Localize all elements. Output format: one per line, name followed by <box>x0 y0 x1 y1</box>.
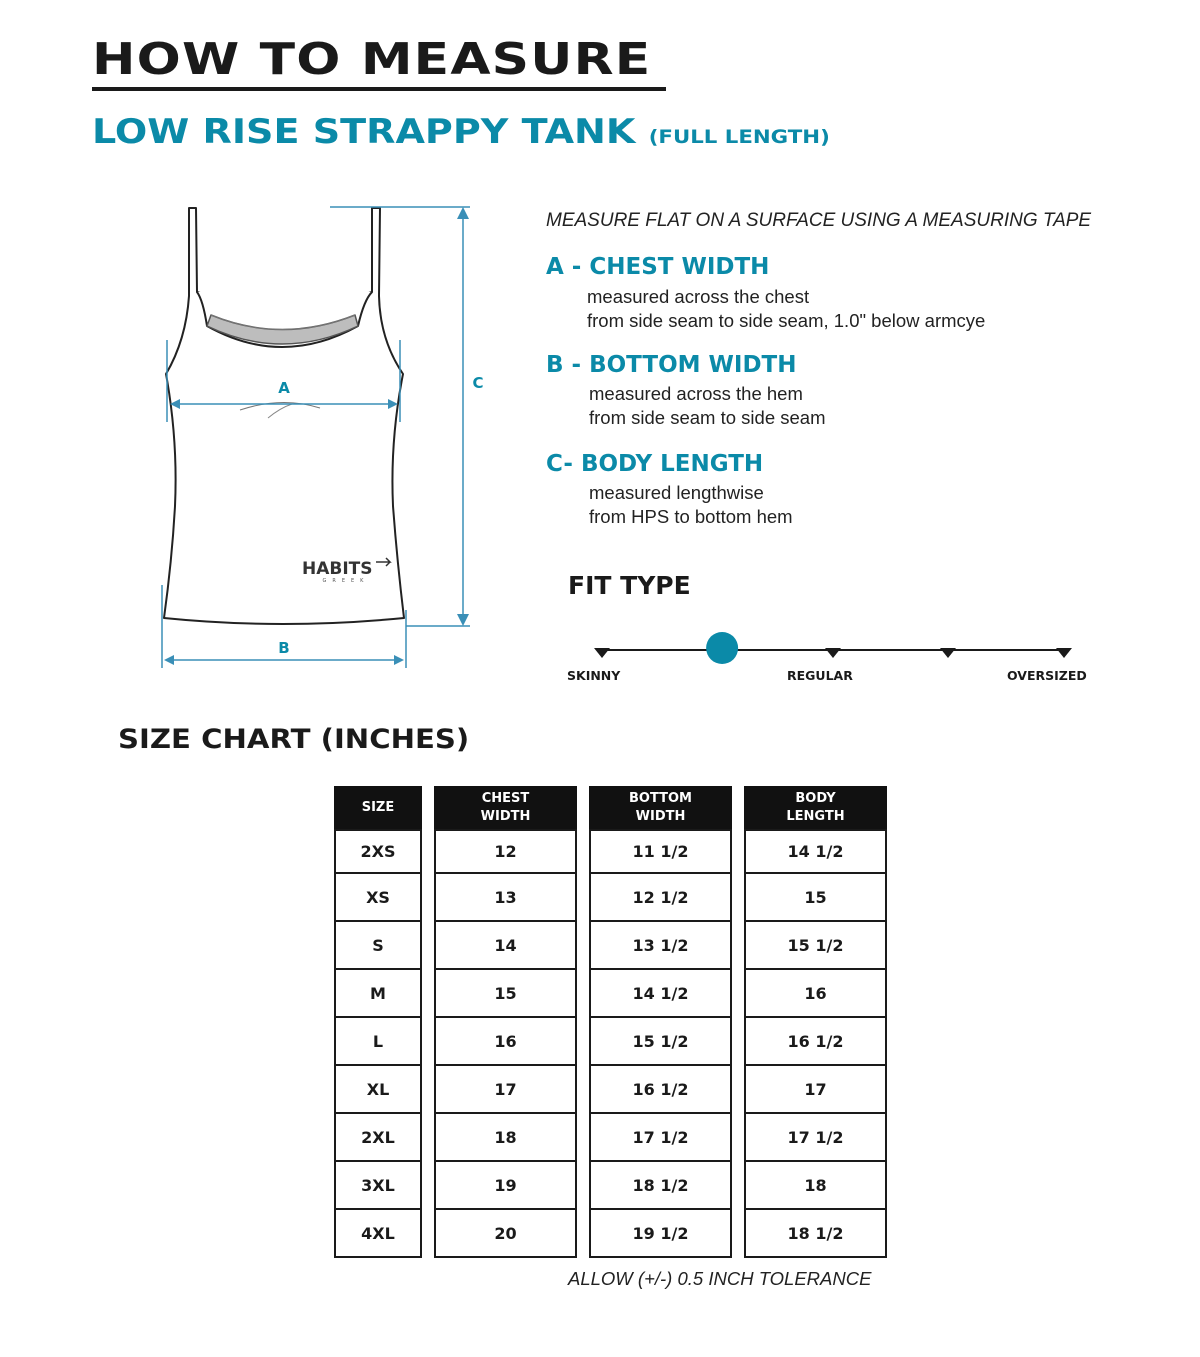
fit-label-regular: REGULAR <box>787 668 853 683</box>
label-b: B <box>278 639 290 657</box>
heading-chest-width: A - CHEST WIDTH <box>546 254 770 280</box>
label-a: A <box>278 379 290 397</box>
cell-size: 3XL <box>334 1162 422 1210</box>
page-title: HOW TO MEASURE <box>92 34 652 85</box>
table-row <box>334 1066 887 1114</box>
fit-type-scale <box>590 628 1080 668</box>
table-row <box>334 922 887 970</box>
table-row <box>334 829 887 874</box>
cell-chest: 12 <box>434 829 577 874</box>
tank-diagram <box>150 195 490 675</box>
brand-sub: GREEK <box>322 578 370 584</box>
cell-bottom: 19 1/2 <box>589 1210 732 1258</box>
fit-tick-icon <box>940 648 956 658</box>
heading-bottom-width: B - BOTTOM WIDTH <box>546 352 797 378</box>
table-row <box>334 1018 887 1066</box>
cell-bottom: 11 1/2 <box>589 829 732 874</box>
cell-size: 4XL <box>334 1210 422 1258</box>
fit-label-skinny: SKINNY <box>567 668 621 683</box>
product-name: LOW RISE STRAPPY TANK <box>92 112 636 152</box>
cell-size: M <box>334 970 422 1018</box>
cell-length: 16 1/2 <box>744 1018 887 1066</box>
size-chart-title: SIZE CHART (INCHES) <box>118 724 470 755</box>
cell-length: 18 1/2 <box>744 1210 887 1258</box>
cell-chest: 16 <box>434 1018 577 1066</box>
cell-bottom: 14 1/2 <box>589 970 732 1018</box>
heading-body-length: C- BODY LENGTH <box>546 451 764 477</box>
label-c: C <box>472 374 484 392</box>
cell-size: XS <box>334 874 422 922</box>
cell-chest: 15 <box>434 970 577 1018</box>
table-header-row <box>334 786 887 829</box>
brand-logo: HABITS <box>302 559 373 579</box>
fit-label-oversized: OVERSIZED <box>1007 668 1087 683</box>
cell-bottom: 18 1/2 <box>589 1162 732 1210</box>
body-length-desc <box>589 481 793 529</box>
product-variant: (FULL LENGTH) <box>648 126 830 148</box>
fit-tick-icon <box>594 648 610 658</box>
fit-type-title: FIT TYPE <box>568 571 691 600</box>
cell-size: XL <box>334 1066 422 1114</box>
chest-width-desc <box>587 285 985 333</box>
cell-bottom: 16 1/2 <box>589 1066 732 1114</box>
desc-line: measured across the chest <box>587 286 810 307</box>
desc-line: from HPS to bottom hem <box>589 506 793 527</box>
table-row <box>334 1114 887 1162</box>
cell-bottom: 15 1/2 <box>589 1018 732 1066</box>
cell-bottom: 17 1/2 <box>589 1114 732 1162</box>
cell-chest: 18 <box>434 1114 577 1162</box>
cell-bottom: 12 1/2 <box>589 874 732 922</box>
desc-line: measured across the hem <box>589 383 803 404</box>
cell-chest: 20 <box>434 1210 577 1258</box>
cell-bottom: 13 1/2 <box>589 922 732 970</box>
desc-line: from side seam to side seam <box>589 407 826 428</box>
bottom-width-desc <box>589 382 825 430</box>
product-title <box>92 112 830 152</box>
table-row <box>334 1210 887 1258</box>
cell-size: 2XS <box>334 829 422 874</box>
cell-size: 2XL <box>334 1114 422 1162</box>
desc-line: measured lengthwise <box>589 482 764 503</box>
fit-selected-marker <box>706 632 738 664</box>
measure-instruction: MEASURE FLAT ON A SURFACE USING A MEASURING TAPE <box>546 210 1092 231</box>
title-underline <box>92 87 666 91</box>
cell-size: S <box>334 922 422 970</box>
table-row <box>334 1162 887 1210</box>
header-size: SIZE <box>334 786 422 829</box>
size-table <box>322 786 899 1258</box>
cell-length: 17 <box>744 1066 887 1114</box>
cell-chest: 13 <box>434 874 577 922</box>
cell-length: 18 <box>744 1162 887 1210</box>
table-row <box>334 970 887 1018</box>
cell-chest: 19 <box>434 1162 577 1210</box>
cell-length: 15 <box>744 874 887 922</box>
tolerance-note: ALLOW (+/-) 0.5 INCH TOLERANCE <box>568 1268 872 1289</box>
cell-chest: 14 <box>434 922 577 970</box>
header-body-length: BODY LENGTH <box>744 786 887 829</box>
fit-tick-icon <box>1056 648 1072 658</box>
fit-tick-icon <box>825 648 841 658</box>
cell-length: 14 1/2 <box>744 829 887 874</box>
desc-line: from side seam to side seam, 1.0" below armcye <box>587 310 986 331</box>
cell-length: 17 1/2 <box>744 1114 887 1162</box>
cell-chest: 17 <box>434 1066 577 1114</box>
cell-size: L <box>334 1018 422 1066</box>
header-chest-width: CHEST WIDTH <box>434 786 577 829</box>
cell-length: 16 <box>744 970 887 1018</box>
table-row <box>334 874 887 922</box>
header-bottom-width: BOTTOM WIDTH <box>589 786 732 829</box>
cell-length: 15 1/2 <box>744 922 887 970</box>
